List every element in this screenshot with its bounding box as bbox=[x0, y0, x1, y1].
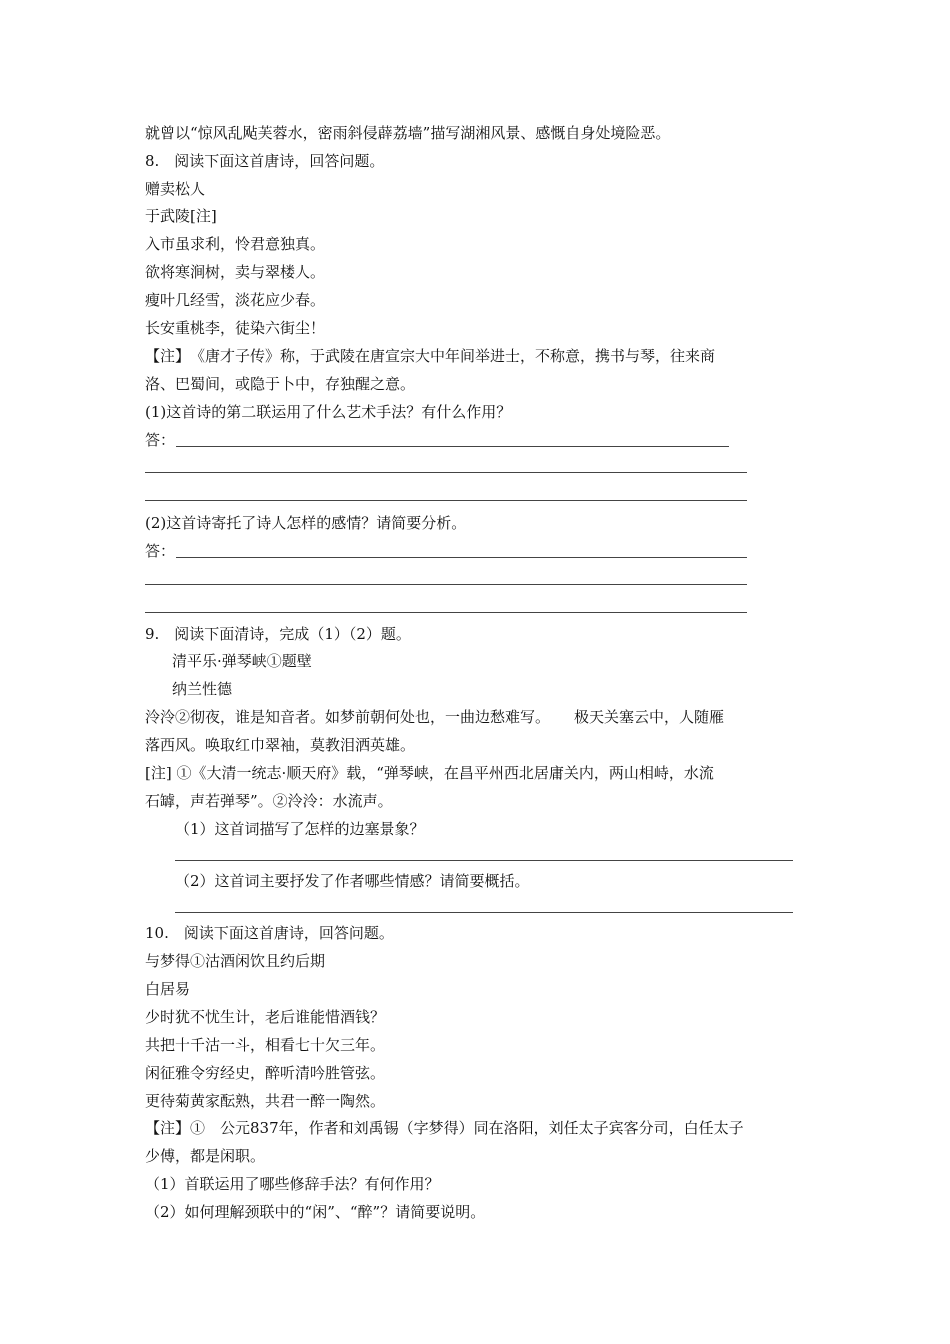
note-text: 少傅，都是闲职。 bbox=[145, 1147, 266, 1165]
poem-title: 赠卖松人 bbox=[145, 180, 206, 198]
answer-line[interactable] bbox=[145, 612, 747, 613]
answer-line[interactable] bbox=[145, 472, 747, 473]
text-line: 就曾以“惊风乱飐芙蓉水，密雨斜侵薜荔墙”描写湖湘风景、感慨自身处境险恶。 bbox=[145, 124, 671, 142]
poem-text: 落西风。唤取红巾翠袖，莫教泪洒英雄。 bbox=[145, 736, 416, 754]
poem-verse: 入市虽求利，怜君意独真。 bbox=[145, 235, 326, 253]
answer-line[interactable] bbox=[175, 912, 793, 913]
poem-author: 白居易 bbox=[145, 980, 191, 998]
sub-question: （1）这首词描写了怎样的边塞景象？ bbox=[175, 820, 425, 838]
question-10-title: 10. 阅读下面这首唐诗，回答问题。 bbox=[145, 924, 394, 942]
poem-verse: 长安重桃李，徒染六街尘！ bbox=[145, 319, 326, 337]
note-text: 洛、巴蜀间，或隐于卜中，存独醒之意。 bbox=[145, 375, 416, 393]
answer-line[interactable] bbox=[175, 860, 793, 861]
answer-line[interactable] bbox=[145, 584, 747, 585]
poem-verse: 欲将寒涧树，卖与翠楼人。 bbox=[145, 263, 326, 281]
poem-text-part: 泠泠②彻夜，谁是知音者。如梦前朝何处也，一曲边愁难写。 bbox=[145, 708, 551, 726]
answer-label: 答： bbox=[145, 431, 176, 449]
poem-verse: 共把十千沽一斗，相看七十欠三年。 bbox=[145, 1036, 386, 1054]
poem-verse: 闲征雅令穷经史，醉听清吟胜管弦。 bbox=[145, 1064, 386, 1082]
poem-verse: 更待菊黄家酝熟，共君一醉一陶然。 bbox=[145, 1092, 386, 1110]
question-9-title: 9. 阅读下面清诗，完成（1）（2）题。 bbox=[145, 625, 411, 643]
note-text: 石罅，声若弹琴”。②泠泠：水流声。 bbox=[145, 792, 393, 810]
note-text: 【注】① 公元837年，作者和刘禹锡（字梦得）同在洛阳，刘任太子宾客分司，白任太子 bbox=[145, 1119, 744, 1137]
note-text: 【注】 《唐才子传》称，于武陵在唐宣宗大中年间举进士，不称意，携书与琴，往来商 bbox=[145, 347, 716, 365]
sub-question: （2）这首词主要抒发了作者哪些情感？请简要概括。 bbox=[175, 872, 530, 890]
answer-line[interactable] bbox=[176, 557, 747, 558]
sub-question: （2）如何理解颈联中的“闲”、“醉”？请简要说明。 bbox=[145, 1203, 486, 1221]
answer-line[interactable] bbox=[145, 500, 747, 501]
poem-author: 纳兰性德 bbox=[172, 680, 233, 698]
poem-verse: 少时犹不忧生计，老后谁能惜酒钱？ bbox=[145, 1008, 386, 1026]
poem-author: 于武陵[注] bbox=[145, 207, 217, 225]
sub-question: (1)这首诗的第二联运用了什么艺术手法？有什么作用？ bbox=[145, 403, 512, 421]
poem-verse: 瘦叶几经雪，淡花应少春。 bbox=[145, 291, 326, 309]
question-8-title: 8. 阅读下面这首唐诗，回答问题。 bbox=[145, 152, 385, 170]
sub-question: (2)这首诗寄托了诗人怎样的感情？请简要分析。 bbox=[145, 514, 467, 532]
poem-title: 清平乐·弹琴峡①题壁 bbox=[172, 652, 312, 670]
poem-title: 与梦得①沽酒闲饮且约后期 bbox=[145, 952, 326, 970]
answer-label: 答： bbox=[145, 542, 176, 560]
poem-text bbox=[145, 707, 724, 727]
sub-question: （1）首联运用了哪些修辞手法？有何作用？ bbox=[145, 1175, 440, 1193]
note-text: [注] ①《大清一统志·顺天府》载，“弹琴峡，在昌平州西北居庸关内，两山相峙，水流 bbox=[145, 764, 714, 782]
answer-line[interactable] bbox=[176, 446, 729, 447]
poem-text-part: 极天关塞云中，人随雁 bbox=[574, 708, 725, 726]
